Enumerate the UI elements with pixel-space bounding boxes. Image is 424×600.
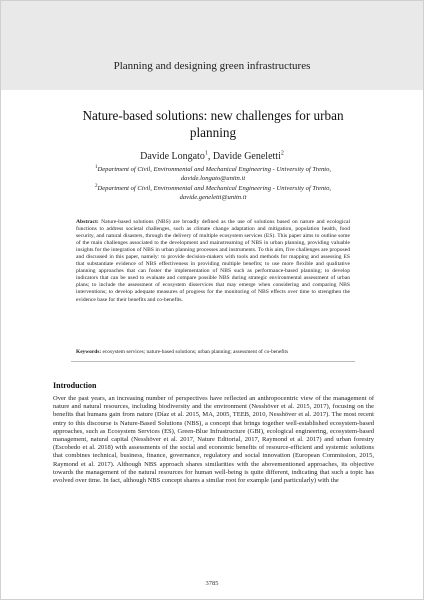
affiliation-marker: 1 [94, 164, 98, 170]
author-affil-marker: 1 [204, 150, 208, 157]
abstract-label: Abstract: [76, 219, 99, 225]
affiliation-email: davide.longato@unitn.it [180, 174, 246, 182]
affiliation-marker: 2 [94, 183, 98, 189]
divider-rule [71, 361, 355, 362]
paper-title [61, 107, 365, 141]
author-list [1, 151, 423, 162]
abstract-block [76, 219, 350, 345]
affiliation-dept: Department of Civil, Environmental and Mechanical Engineering - University of Trento, [97, 185, 332, 192]
author-name: Davide Geneletti [212, 151, 281, 162]
affiliation-dept: Department of Civil, Environmental and Mechanical Engineering - University of Trento, [97, 166, 332, 173]
author-name: Davide Longato [140, 151, 205, 162]
page-number: 3785 [205, 580, 219, 587]
keywords-label: Keywords: [76, 349, 102, 355]
body-text-block [53, 395, 374, 571]
abstract-text: Nature-based solutions (NBS) are broadly defined as the use of solutions based on nature and ecological functions to address societal challenges, such as climate change adaptation and mitigation, population health, food security, and natural disasters, through the delivery of multiple ecosystem services (ES). This paper aims to outline some of the main challenges associated to the development and mainstreaming of NBS in urban planning, providing valuable insights for the integration of NBS in urban planning processes and instruments. To this aim, five challenges are proposed and discussed in this paper, namely: to provide decision-makers with tools and methods for mapping and assessing ES that substantiate evidence of NBS effectiveness in providing multiple benefits; to use more flexible and qualitative planning approaches that can foster the implementation of NBS such as performance-based planning; to develop indicators that can be used to evaluate and compare possible NBS during strategic environmental assessment of urban plans; to include the assessment of ecosystem disservices that may emerge when considering and comparing NBS interventions; to develop adequate measures of progress for the monitoring of NBS effects over time to strengthen the evidence base for their benefits and co-benefits. [76, 219, 350, 303]
running-head: Planning and designing green infrastructures [113, 60, 311, 72]
header-band [1, 1, 423, 90]
keywords-text: ecosystem services; nature-based solutions; urban planning; assessment of co-benefits [102, 349, 289, 355]
affiliation [41, 185, 385, 202]
author-separator: , [207, 151, 213, 162]
keywords-block [76, 349, 350, 356]
author-affil-marker: 2 [280, 150, 284, 157]
affiliation [41, 166, 385, 183]
affiliation-email: davide.geneletti@unitn.it [179, 193, 247, 201]
section-heading: Introduction [53, 381, 97, 390]
body-paragraph: Over the past years, an increasing number of perspectives have reflected an anthropocentric view of the management of nature and natural resources, including biodiversity and the environment (Nesshöver et al. 2015, 2017), focusing on the benefits that humans gain from nature (Díaz et al. 2015, MA, 2005, TEEB, 2010, Nesshöver et al. 2017). The most recent entry to this discourse is Nature-Based Solutions (NBS), a concept that brings together well-established ecosystem-based approaches, such as Ecosystem Services (ES), Green-Blue Infrastructure (GBI), ecological engineering, ecosystem-based management, natural capital (Nesshöver et al. 2017, Nature Editorial, 2017, Raymond et al. 2017) and urban forestry (Escobedo et al. 2018) with assessments of the social and economic benefits of resource-efficient and systemic solutions that combines technical, business, finance, governance, regulatory and social innovation (European Commission, 2015, Raymond et al. 2017). Although NBS approach shares similarities with the abovementioned approaches, its objective towards the management of the natural resources for human well-being is quite different, indicating that such a topic has evolved over time. In fact, although NBS concept shares a similar root for example (and particularly) with the [53, 395, 374, 484]
title-line-1: Nature-based solutions: new challenges for urban [82, 108, 344, 123]
title-line-2: planning [189, 125, 237, 140]
